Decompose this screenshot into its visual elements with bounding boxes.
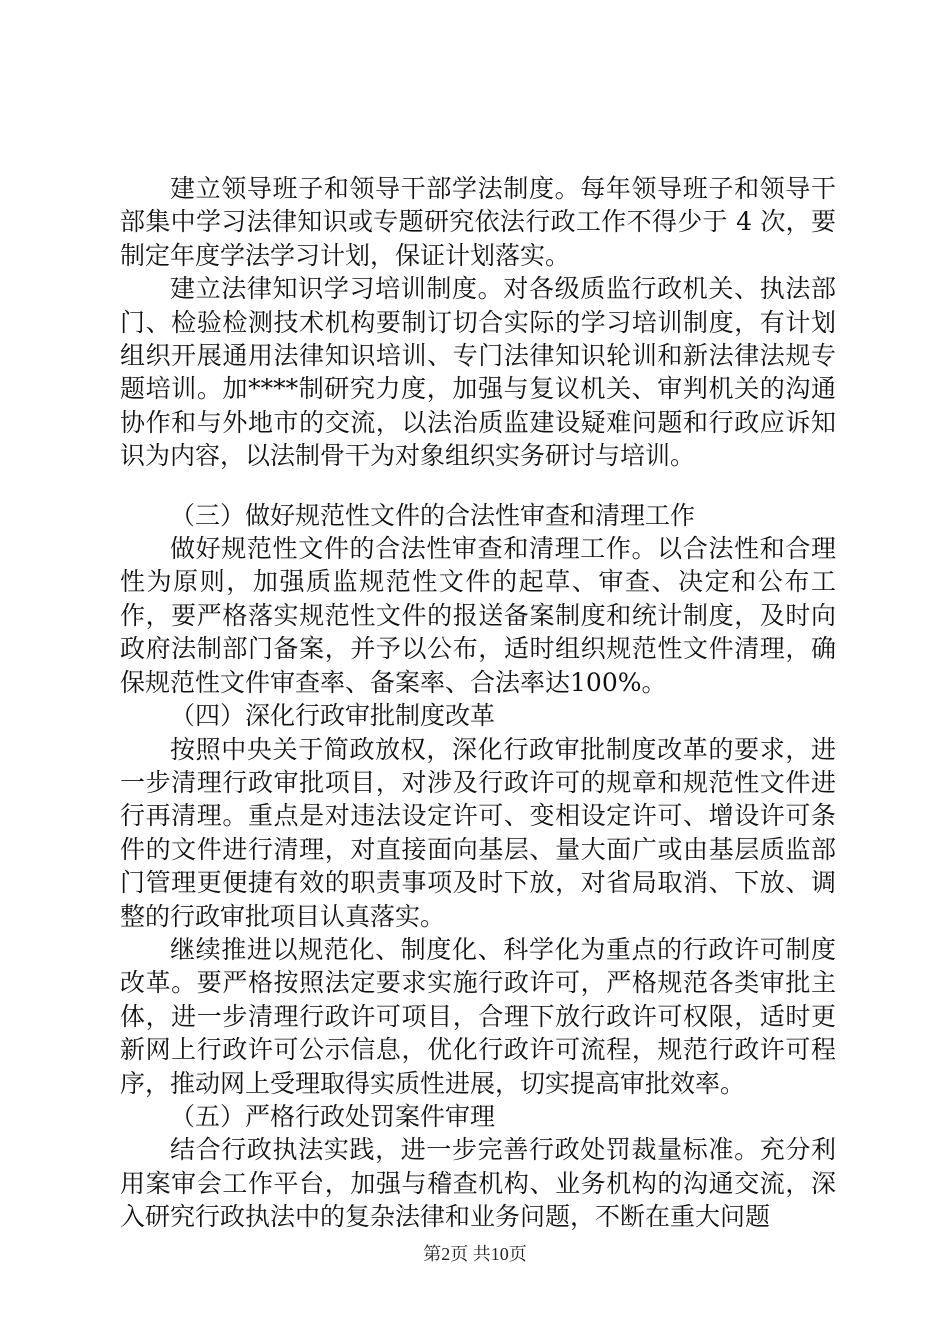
section-heading-3: （三）做好规范性文件的合法性审查和清理工作	[170, 500, 696, 530]
paragraph-approval-reform: 按照中央关于简政放权，深化行政审批制度改革的要求，进一步清理行政审批项目，对涉及行政许可的规章和规范性文件进行再清理。重点是对违法设定许可、变相设定许可、增设许可条件的文件进行清理，对直接面向基层、量大面广或由基层质监部门管理更便捷有效的职责事项及时下放，对省局取消、下放、调整的行政审批项目认真落实。	[120, 734, 836, 931]
paragraph-study-system: 建立领导班子和领导干部学法制度。每年领导班子和领导干部集中学习法律知识或专题研究依法行政工作不得少于 4 次，要制定年度学法学习计划，保证计划落实。	[120, 174, 836, 270]
document-body	[120, 172, 836, 1234]
paragraph-penalty-review: 结合行政执法实践，进一步完善行政处罚裁量标准。充分利用案审会工作平台，加强与稽查机构、业务机构的沟通交流，深入研究行政执法中的复杂法律和业务问题，不断在重大问题	[120, 1135, 836, 1232]
page-number: 第2页 共10页	[423, 1244, 527, 1264]
section-heading-4: （四）深化行政审批制度改革	[170, 701, 496, 731]
paragraph-training-system: 建立法律知识学习培训制度。对各级质监行政机关、执法部门、检验检测技术机构要制订切合实际的学习培训制度，有计划组织开展通用法律知识培训、专门法律知识轮训和新法律法规专题培训。加****制研究力度，加强与复议机关、审判机关的沟通协作和与外地市的交流，以法治质监建设疑难问题和行政应诉知识为内容，以法制骨干为对象组织实务研讨与培训。	[120, 274, 836, 471]
paragraph-normative-review: 做好规范性文件的合法性审查和清理工作。以合法性和合理性为原则，加强质监规范性文件的起草、审查、决定和公布工作，要严格落实规范性文件的报送备案制度和统计制度，及时向政府法制部门备案，并予以公布，适时组织规范性文件清理，确保规范性文件审查率、备案率、合法率达100%。	[120, 534, 836, 697]
paragraph-license-reform: 继续推进以规范化、制度化、科学化为重点的行政许可制度改革。要严格按照法定要求实施行政许可，严格规范各类审批主体，进一步清理行政许可项目，合理下放行政许可权限，适时更新网上行政许可公示信息，优化行政许可流程，规范行政许可程序，推动网上受理取得实质性进展，切实提高审批效率。	[120, 934, 836, 1098]
section-heading-5: （五）严格行政处罚案件审理	[170, 1101, 496, 1131]
